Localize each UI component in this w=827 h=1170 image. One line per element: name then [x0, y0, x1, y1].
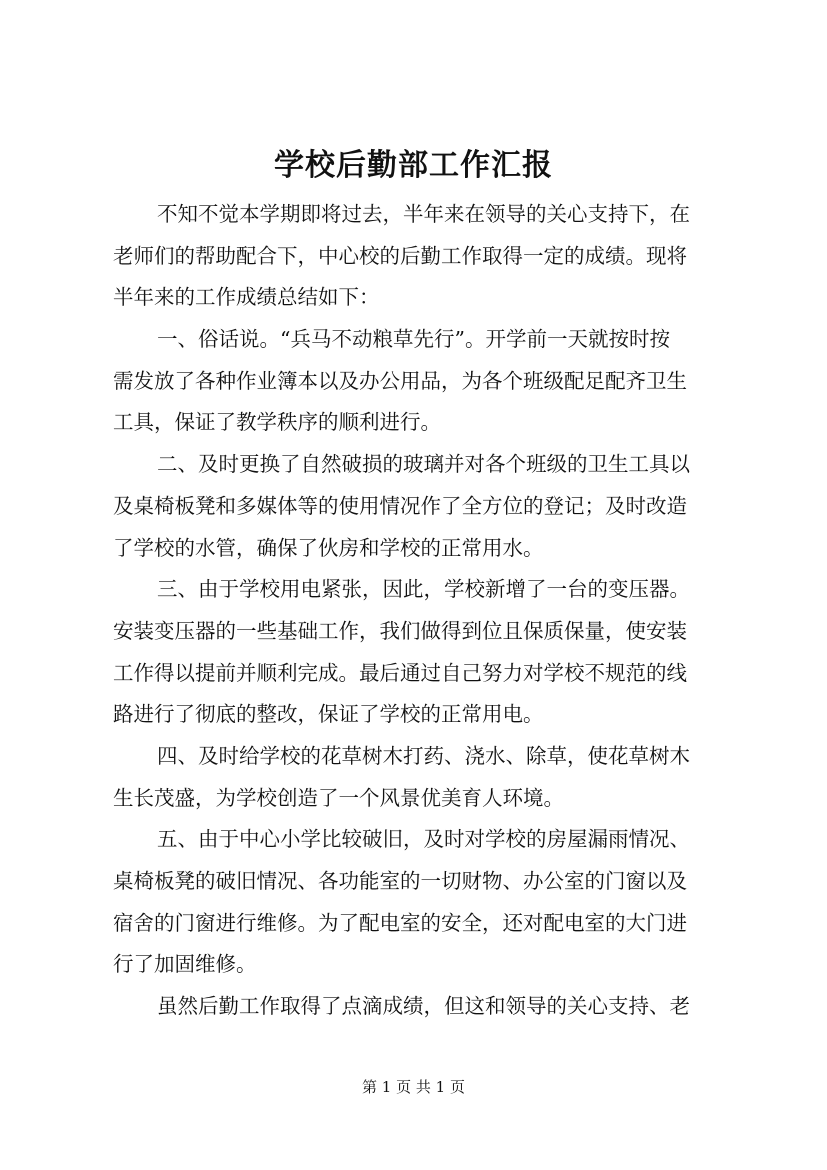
- text-line: 工作得以提前并顺利完成。最后通过自己努力对学校不规范的线: [113, 660, 687, 685]
- text-line: 老师们的帮助配合下，中心校的后勤工作取得一定的成绩。现将: [113, 243, 687, 268]
- text-line: 了学校的水管，确保了伙房和学校的正常用水。: [113, 535, 544, 560]
- document-title: 学校后勤部工作汇报: [274, 148, 553, 183]
- text-line: 宿舍的门窗进行维修。为了配电室的安全，还对配电室的大门进: [113, 910, 687, 935]
- text-line: 桌椅板凳的破旧情况、各功能室的一切财物、办公室的门窗以及: [113, 869, 687, 893]
- text-line: 二、及时更换了自然破损的玻璃并对各个班级的卫生工具以: [157, 452, 690, 477]
- text-line: 三、由于学校用电紧张，因此，学校新增了一台的变压器。: [157, 577, 690, 602]
- text-line: 虽然后勤工作取得了点滴成绩，但这和领导的关心支持、老: [157, 994, 690, 1019]
- text-line: 工具，保证了教学秩序的顺利进行。: [113, 410, 441, 435]
- text-line: 一、俗话说。“兵马不动粮草先行”。开学前一天就按时按: [157, 327, 670, 352]
- text-line: 不知不觉本学期即将过去，半年来在领导的关心支持下，在: [157, 202, 690, 226]
- text-line: 行了加固维修。: [113, 952, 257, 977]
- text-line: 五、由于中心小学比较破旧，及时对学校的房屋漏雨情况、: [157, 827, 690, 852]
- text-line: 路进行了彻底的整改，保证了学校的正常用电。: [113, 702, 544, 727]
- page-footer: 第 1 页 共 1 页: [362, 1078, 465, 1096]
- text-line: 半年来的工作成绩总结如下：: [113, 285, 380, 310]
- document-body: [113, 194, 741, 1028]
- text-line: 生长茂盛，为学校创造了一个风景优美育人环境。: [113, 785, 564, 810]
- text-line: 四、及时给学校的花草树木打药、浇水、除草，使花草树木: [157, 743, 690, 768]
- text-line: 需发放了各种作业簿本以及办公用品，为各个班级配足配齐卫生: [113, 368, 687, 393]
- text-line: 及桌椅板凳和多媒体等的使用情况作了全方位的登记；及时改造: [113, 493, 687, 518]
- text-line: 安装变压器的一些基础工作，我们做得到位且保质保量，使安装: [113, 618, 687, 643]
